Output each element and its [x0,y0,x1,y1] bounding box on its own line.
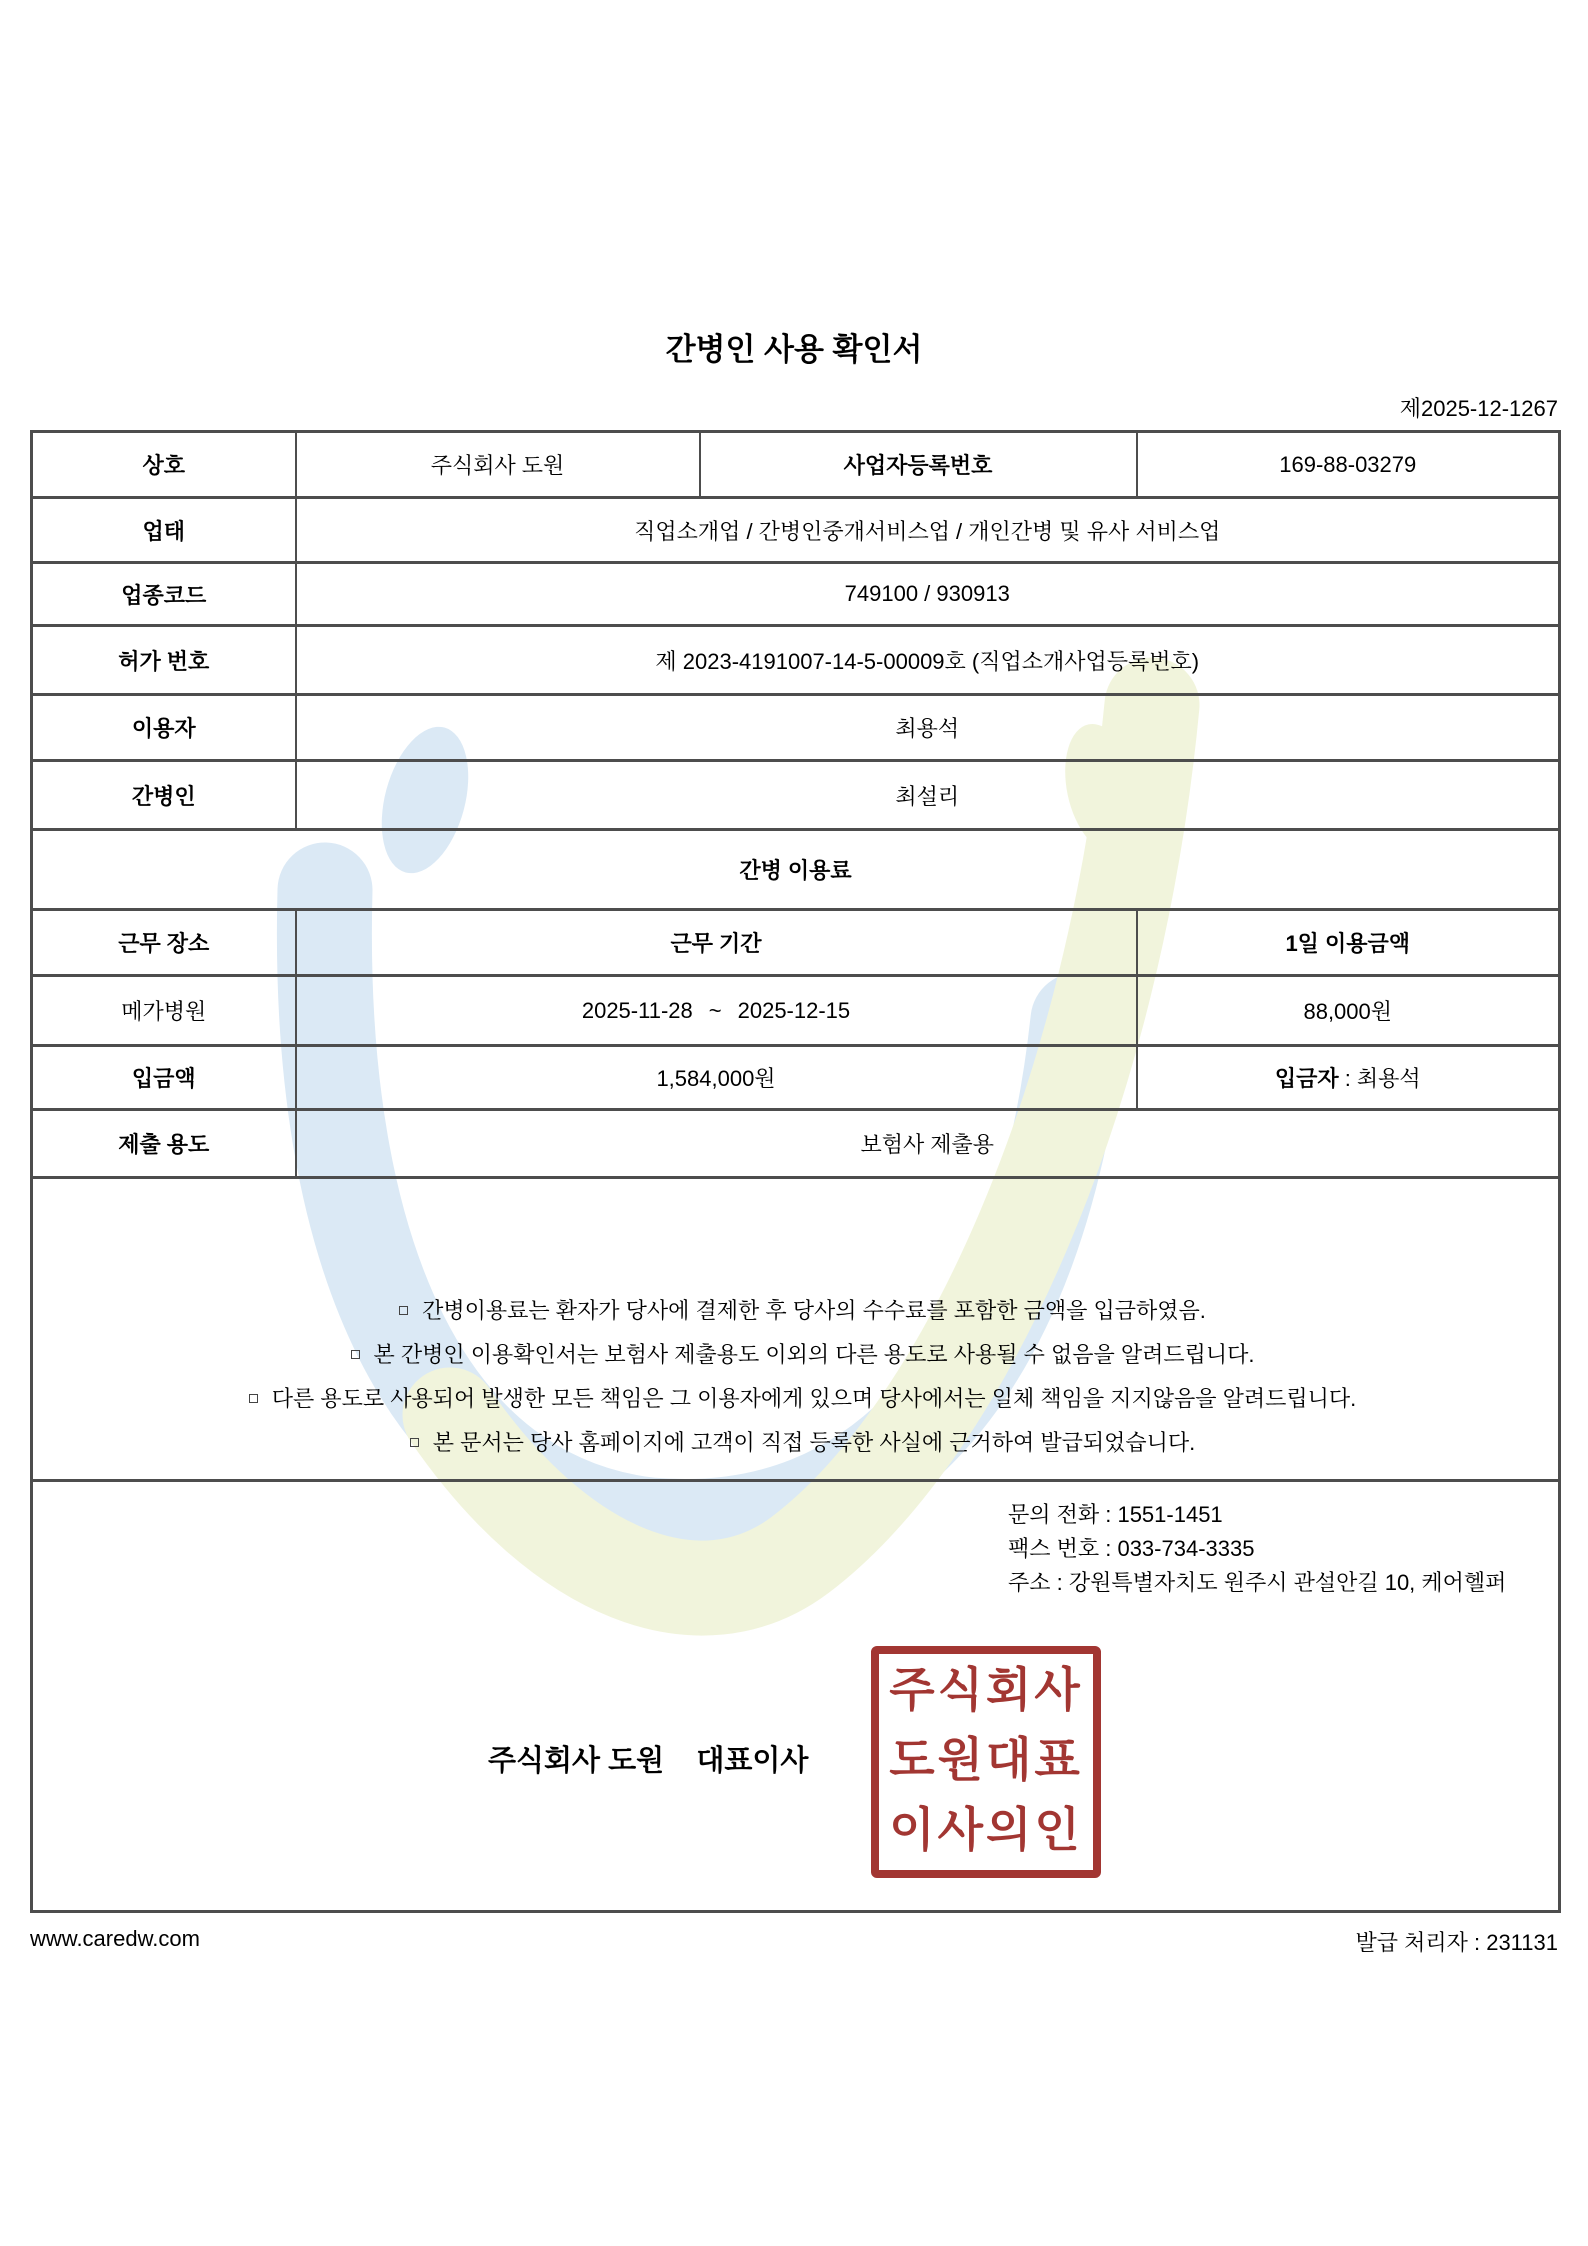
note-item [73,1421,1532,1465]
contact-fax: 팩스 번호 : 033-734-3335 [1008,1536,1255,1561]
note-bullet [410,1438,419,1447]
permit-value: 제 2023-4191007-14-5-00009호 (직업소개사업등록번호) [296,626,1560,695]
company-name-label: 상호 [32,432,296,498]
purpose-value: 보험사 제출용 [296,1110,1560,1178]
company-name-value: 주식회사 도원 [296,432,700,498]
period-start: 2025-11-28 [581,997,693,1023]
note-text: 본 문서는 당사 홈페이지에 고객이 직접 등록한 사실에 근거하여 발급되었습니다. [432,1430,1196,1455]
footer-website: www.caredw.com [30,1926,200,1951]
row-deposit [32,1046,1560,1110]
note-item [73,1333,1532,1377]
biz-type-value: 직업소개업 / 간병인중개서비스업 / 개인간병 및 유사 서비스업 [296,498,1560,563]
page-title: 간병인 사용 확인서 [665,332,923,367]
row-industry-code [32,563,1560,626]
row-company [32,432,1560,498]
note-bullet [399,1306,408,1315]
daily-fee-value: 88,000원 [1137,976,1560,1046]
fee-section-title: 간병 이용료 [32,830,1560,910]
seal-line: 이사의인 [889,1803,1083,1856]
footer-issuer: 발급 처리자 : 231131 [1355,1930,1558,1955]
note-item [73,1377,1532,1421]
period-header: 근무 기간 [296,910,1137,976]
biz-type-label: 업태 [32,498,296,563]
row-biz-type [32,498,1560,563]
caregiver-label: 간병인 [32,761,296,830]
period-end: 2025-12-15 [737,997,851,1023]
note-text: 간병이용료는 환자가 당사에 결제한 후 당사의 수수료를 포함한 금액을 입금하였음. [422,1298,1206,1323]
place-value: 메가병원 [32,976,296,1046]
row-permit [32,626,1560,695]
deposit-amount: 1,584,000원 [296,1046,1137,1110]
confirmation-table [30,430,1561,1913]
industry-code-value: 749100 / 930913 [296,563,1560,626]
contact-block [1008,1498,1506,1600]
note-bullet [351,1350,360,1359]
depositor-label: 입금자 [1274,1066,1339,1091]
depositor-name: 최용석 [1356,1066,1421,1091]
user-value: 최용석 [296,695,1560,761]
biz-reg-value: 169-88-03279 [1137,432,1560,498]
row-caregiver [32,761,1560,830]
seal-line: 도원대표 [889,1733,1083,1786]
user-label: 이용자 [32,695,296,761]
row-user [32,695,1560,761]
industry-code-label: 업종코드 [32,563,296,626]
signature-text: 주식회사 도원 대표이사 [488,1745,809,1777]
bottom-cell [32,1481,1560,1912]
caregiver-value: 최설리 [296,761,1560,830]
contact-address: 주소 : 강원특별자치도 원주시 관설안길 10, 케어헬퍼 [1008,1570,1507,1595]
notes-list [73,1289,1532,1465]
place-header: 근무 장소 [32,910,296,976]
biz-reg-label: 사업자등록번호 [700,432,1137,498]
row-purpose [32,1110,1560,1178]
row-notes [32,1178,1560,1481]
note-text: 본 간병인 이용확인서는 보험사 제출용도 이외의 다른 용도로 사용될 수 없음을 알려드립니다. [373,1342,1255,1367]
note-bullet [249,1394,258,1403]
contact-phone: 문의 전화 : 1551-1451 [1008,1502,1223,1527]
row-fee-values [32,976,1560,1046]
corporate-seal-stamp [871,1646,1101,1878]
depositor-sep: : [1338,1066,1357,1091]
row-bottom-block [32,1481,1560,1912]
depositor-cell [1137,1046,1560,1110]
deposit-label: 입금액 [32,1046,296,1110]
row-fee-section-title [32,830,1560,910]
note-item [73,1289,1532,1333]
period-value [296,976,1137,1046]
page-footer [30,1926,1558,1957]
purpose-label: 제출 용도 [32,1110,296,1178]
row-fee-headers [32,910,1560,976]
document-number: 제2025-12-1267 [1399,396,1558,421]
note-text: 다른 용도로 사용되어 발생한 모든 책임은 그 이용자에게 있으며 당사에서는 일체 책임을 지지않음을 알려드립니다. [271,1386,1357,1411]
seal-line: 주식회사 [889,1663,1083,1716]
daily-fee-header: 1일 이용금액 [1137,910,1560,976]
permit-label: 허가 번호 [32,626,296,695]
notes-cell [32,1178,1560,1481]
period-tilde: ~ [708,997,722,1023]
